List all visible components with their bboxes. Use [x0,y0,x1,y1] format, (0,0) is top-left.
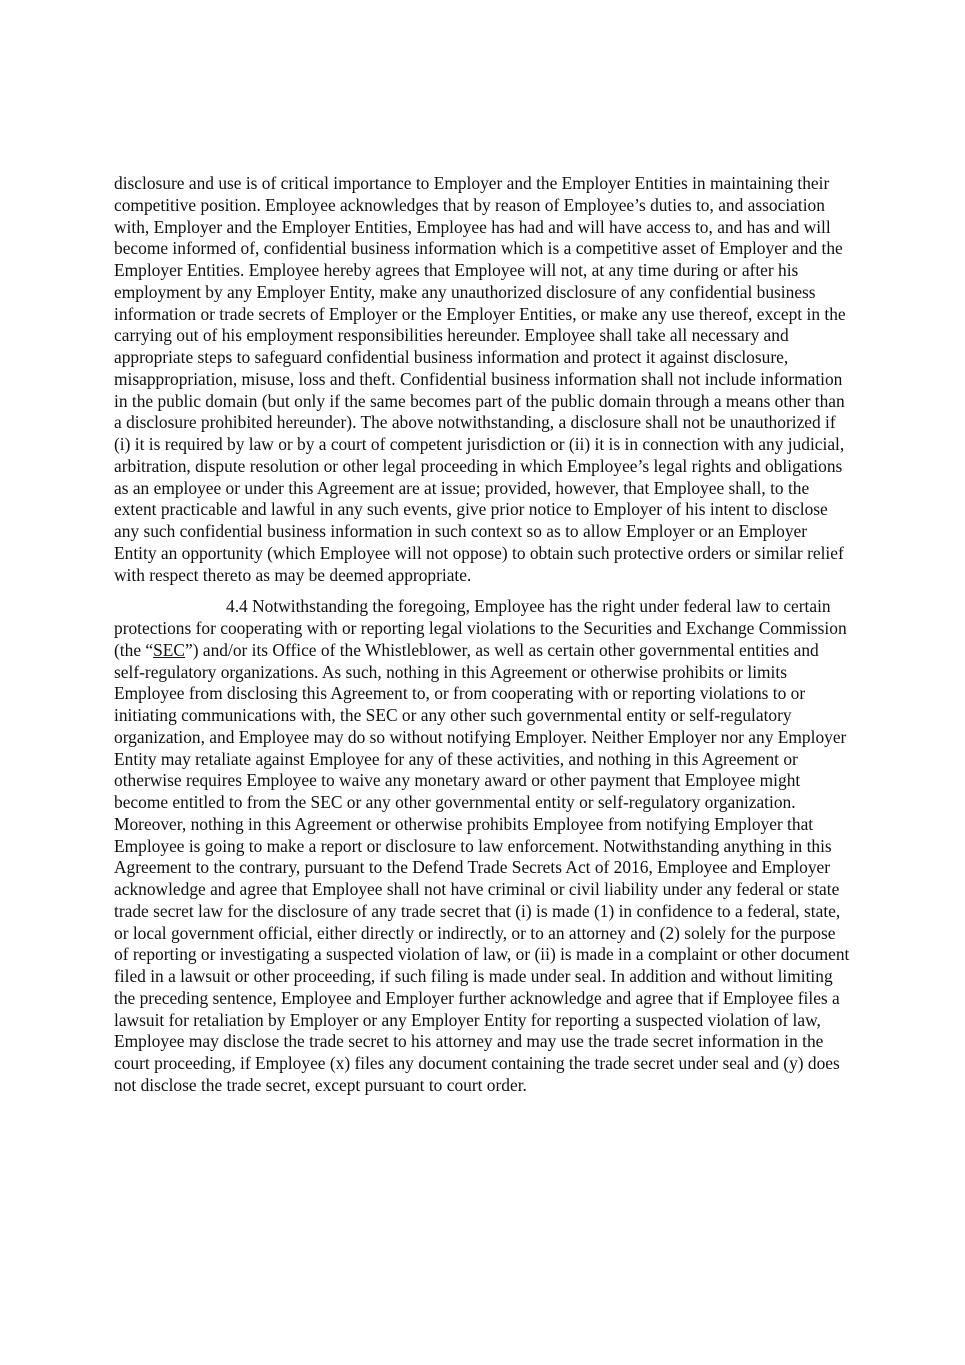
section-4-4-paragraph [114,596,852,1096]
section-4-4-lead-text: 4.4 Notwithstanding the foregoing, Employee has the right under federal law to certain protections for cooperating with or reporting legal violations to the Securities and Exchange Commission (the “ [114,596,847,660]
confidentiality-paragraph: disclosure and use is of critical importance to Employer and the Employer Entities in maintaining their competitive position. Employee acknowledges that by reason of Employee’s duties to, and association with, Employer and the Employer Entities, Employee has had and will have access to, and has and will become informed of, confidential business information which is a competitive asset of Employer and the Employer Entities. Employee hereby agrees that Employee will not, at any time during or after his employment by any Employer Entity, make any unauthorized disclosure of any confidential business information or trade secrets of Employer or the Employer Entities, or make any use thereof, except in the carrying out of his employment responsibilities hereunder. Employee shall take all necessary and appropriate steps to safeguard confidential business information and protect it against disclosure, misappropriation, misuse, loss and theft. Confidential business information shall not include information in the public domain (but only if the same becomes part of the public domain through a means other than a disclosure prohibited hereunder). The above notwithstanding, a disclosure shall not be unauthorized if (i) it is required by law or by a court of competent jurisdiction or (ii) it is in connection with any judicial, arbitration, dispute resolution or other legal proceeding in which Employee’s legal rights and obligations as an employee or under this Agreement are at issue; provided, however, that Employee shall, to the extent practicable and lawful in any such events, give prior notice to Employer of his intent to disclose any such confidential business information in such context so as to allow Employer or an Employer Entity an opportunity (which Employee will not oppose) to obtain such protective orders or similar relief with respect thereto as may be deemed appropriate. [114,173,846,585]
sec-defined-term: SEC [153,639,186,660]
section-4-4-body-text: ”) and/or its Office of the Whistleblower, as well as certain other governmental entities and self-regulatory organizations. As such, nothing in this Agreement or otherwise prohibits or limits Employee from disclosing this Agreement to, or from cooperating with or reporting violations to or initiating communications with, the SEC or any other such governmental entity or self-regulatory organization, and Employee may do so without notifying Employer. Neither Employer nor any Employer Entity may retaliate against Employee for any of these activities, and nothing in this Agreement or otherwise requires Employee to waive any monetary award or other payment that Employee might become entitled to from the SEC or any other governmental entity or self-regulatory organization. Moreover, nothing in this Agreement or otherwise prohibits Employee from notifying Employer that Employee is going to make a report or disclosure to law enforcement. Notwithstanding anything in this Agreement to the contrary, pursuant to the Defend Trade Secrets Act of 2016, Employee and Employer acknowledge and agree that Employee shall not have criminal or civil liability under any federal or state trade secret law for the disclosure of any trade secret that (i) is made (1) in confidence to a federal, state, or local government official, either directly or indirectly, or to an attorney and (2) solely for the purpose of reporting or investigating a suspected violation of law, or (ii) is made in a complaint or other document filed in a lawsuit or other proceeding, if such filing is made under seal. In addition and without limiting the preceding sentence, Employee and Employer further acknowledge and agree that if Employee files a lawsuit for retaliation by Employer or any Employer Entity for reporting a suspected violation of law, Employee may disclose the trade secret to his attorney and may use the trade secret information in the court proceeding, if Employee (x) files any document containing the trade secret under seal and (y) does not disclose the trade secret, except pursuant to court order. [114,639,850,1095]
document-page [114,173,852,1097]
